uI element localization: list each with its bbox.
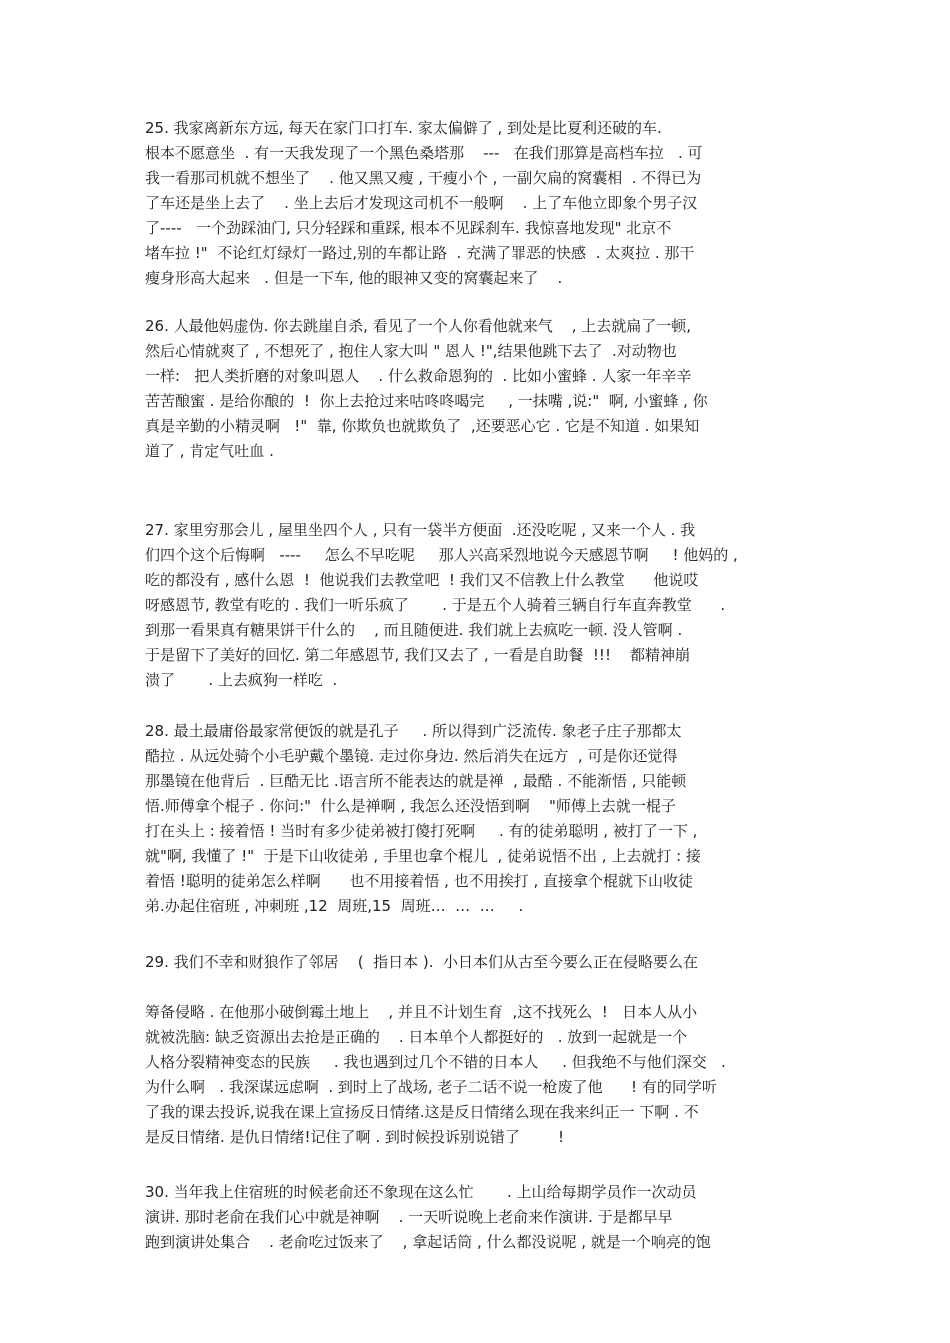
text-line: 人格分裂精神变态的民族 . 我也遇到过几个不错的日本人 . 但我绝不与他们深交 . [145, 1053, 726, 1071]
paragraph-27 [145, 518, 835, 693]
text-line: 道了 , 肯定气吐血 . [145, 442, 274, 460]
text-line: 然后心情就爽了 , 不想死了 , 抱住人家大叫 " 恩人 !",结果他跳下去了 .对动物也 [145, 342, 677, 360]
text-line: 呀感恩节, 教堂有吃的 . 我们一听乐疯了 . 于是五个人骑着三辆自行车直奔教堂 . [145, 596, 726, 614]
text-line: 25. 我家离新东方远, 每天在家门口打车. 家太偏僻了 , 到处是比夏利还破的车. [145, 119, 662, 137]
text-line: 酷拉 . 从远处骑个小毛驴戴个墨镜. 走过你身边. 然后消失在远方 , 可是你还觉得 [145, 747, 678, 765]
text-line: 我一看那司机就不想坐了 . 他又黑又瘦 , 干瘦小个 , 一副欠扁的窝囊相 . 不得已为 [145, 169, 702, 187]
paragraph-29 [145, 950, 835, 1150]
text-line: 苦苦酿蜜 . 是给你酿的 ! 你上去抢过来咕咚咚喝完 , 一抹嘴 ,说:" 啊, 小蜜蜂 , 你 [145, 392, 708, 410]
text-line: 到那一看果真有糖果饼干什么的 , 而且随便进. 我们就上去疯吃一顿. 没人管啊 . [145, 621, 683, 639]
text-line: 真是辛勤的小精灵啊 !" 靠, 你欺负也就欺负了 ,还要恶心它 . 它是不知道 . 如果知 [145, 417, 700, 435]
text-line: 弟.办起住宿班 , 冲刺班 ,12 周班,15 周班… … … . [145, 897, 524, 915]
text-line: 跑到演讲处集合 . 老俞吃过饭来了 , 拿起话筒 , 什么都没说呢 , 就是一个响亮的饱 [145, 1233, 711, 1251]
text-line: 了我的课去投诉,说我在课上宣扬反日情绪.这是反日情绪么现在我来纠正一 下啊 . 不 [145, 1103, 699, 1121]
text-line: 那墨镜在他背后 . 巨酷无比 .语言所不能表达的就是禅 , 最酷 . 不能渐悟 , 只能顿 [145, 772, 687, 790]
text-line: 29. 我们不幸和财狼作了邻居 ( 指日本 ). 小日本们从古至今要么正在侵略要么在 [145, 953, 699, 971]
paragraph-26 [145, 314, 835, 464]
text-line: 悟.师傅拿个棍子 . 你问:" 什么是禅啊 , 我怎么还没悟到啊 "师傅上去就一棍子 [145, 797, 676, 815]
text-line: 了---- 一个劲踩油门, 只分轻踩和重踩, 根本不见踩刹车. 我惊喜地发现" 北京不 [145, 219, 672, 237]
text-line: 根本不愿意坐 . 有一天我发现了一个黑色桑塔那 --- 在我们那算是高档车拉 . 可 [145, 144, 703, 162]
text-line: 一样: 把人类折磨的对象叫恩人 . 什么救命恩狗的 . 比如小蜜蜂 . 人家一年辛辛 [145, 367, 692, 385]
paragraph-25 [145, 116, 835, 291]
text-line: 于是留下了美好的回忆. 第二年感恩节, 我们又去了 , 一看是自助餐 !!! 都精神崩 [145, 646, 691, 664]
text-line: 吃的都没有 , 感什么恩 ! 他说我们去教堂吧 ! 我们又不信教上什么教堂 他说哎 [145, 571, 699, 589]
text-line: 26. 人最他妈虚伪. 你去跳崖自杀, 看见了一个人你看他就来气 , 上去就扁了一顿, [145, 317, 692, 335]
paragraph-30 [145, 1180, 835, 1255]
text-line: 们四个这个后悔啊 ---- 怎么不早吃呢 那人兴高采烈地说今天感恩节啊 ! 他妈的 , [145, 546, 738, 564]
text-line: 堵车拉 !" 不论红灯绿灯一路过,别的车都让路 . 充满了罪恶的快感 . 太爽拉 . 那干 [145, 244, 695, 262]
text-line: 30. 当年我上住宿班的时候老俞还不象现在这么忙 . 上山给每期学员作一次动员 [145, 1183, 697, 1201]
text-line: 就被洗脑: 缺乏资源出去抢是正确的 . 日本单个人都挺好的 . 放到一起就是一个 [145, 1028, 688, 1046]
text-line: 打在头上 : 接着悟 ! 当时有多少徒弟被打傻打死啊 . 有的徒弟聪明 , 被打了一下 , [145, 822, 698, 840]
paragraph-28 [145, 719, 835, 919]
text-line: 溃了 . 上去疯狗一样吃 . [145, 671, 338, 689]
text-line: 瘦身形高大起来 . 但是一下车, 他的眼神又变的窝囊起来了 . [145, 269, 563, 287]
text-line: 了车还是坐上去了 . 坐上去后才发现这司机不一般啊 . 上了车他立即象个男子汉 [145, 194, 698, 212]
text-line: 就"啊, 我懂了 !" 于是下山收徒弟 , 手里也拿个棍儿 , 徒弟说悟不出 , 上去就打 : 接 [145, 847, 701, 865]
text-line: 着悟 !聪明的徒弟怎么样啊 也不用接着悟 , 也不用挨打 , 直接拿个棍就下山收徒 [145, 872, 694, 890]
text-line: 筹备侵略 . 在他那小破倒霉土地上 , 并且不计划生育 ,这不找死么 ! 日本人从小 [145, 1003, 698, 1021]
text-line: 27. 家里穷那会儿 , 屋里坐四个人 , 只有一袋半方便面 .还没吃呢 , 又来一个人 . 我 [145, 521, 696, 539]
text-line: 为什么啊 . 我深谋远虑啊 . 到时上了战场, 老子二话不说一枪废了他 ! 有的同学听 [145, 1078, 717, 1096]
text-line [145, 975, 835, 1000]
text-line: 是反日情绪. 是仇日情绪!记住了啊 . 到时候投诉别说错了 ! [145, 1128, 565, 1146]
text-line: 演讲. 那时老俞在我们心中就是神啊 . 一天听说晚上老俞来作演讲. 于是都早早 [145, 1208, 673, 1226]
text-line: 28. 最土最庸俗最家常便饭的就是孔子 . 所以得到广泛流传. 象老子庄子那都太 [145, 722, 682, 740]
